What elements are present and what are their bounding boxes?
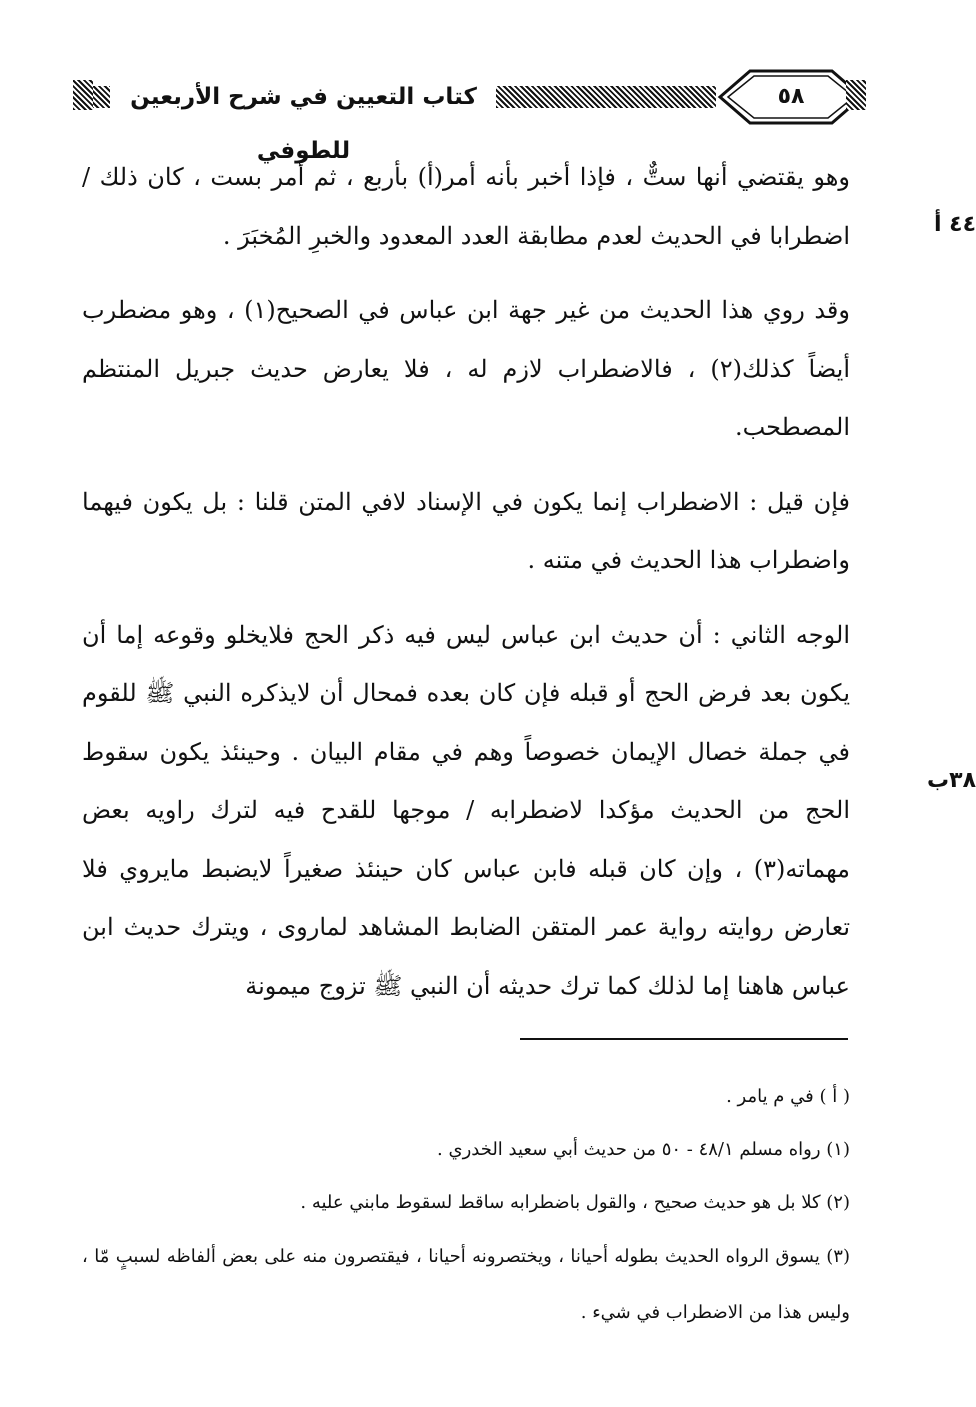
body-paragraph: وقد روي هذا الحديث من غير جهة ابن عباس في الصحيح(١) ، وهو مضطرب أيضاً كذلك(٢) ، فالاضطراب لازم له ، فلا يعارض حديث جبريل المنتظم المصطحب. bbox=[82, 296, 851, 441]
header-end-ornament-right bbox=[846, 80, 866, 110]
footnote-separator bbox=[520, 1038, 848, 1040]
manuscript-folio-marker: ٤٤ أ bbox=[933, 212, 976, 237]
footnote: (٢) كلا بل هو حديث صحيح ، والقول باضطرابه ساقط لسقوط مابني عليه . bbox=[300, 1192, 850, 1213]
body-paragraph: وهو يقتضي أنها ستٌّ ، فإذا أخبر بأنه أمر(أ) بأربع ، ثم أمر بست ، كان ذلك / اضطرابا في الحديث لعدم مطابقة العدد المعدود والخبرِ المُخبَرَ . bbox=[82, 163, 850, 250]
book-title: كتاب التعيين في شرح الأربعين للطوفي bbox=[111, 70, 496, 178]
footnotes bbox=[82, 1082, 850, 1365]
body-paragraph: فإن قيل : الاضطراب إنما يكون في الإسناد لافي المتن قلنا : بل يكون فيهما واضطراب هذا الحديث في متنه . bbox=[82, 487, 850, 574]
page-number: ٥٨ bbox=[777, 84, 805, 109]
manuscript-folio-marker: ٣٨ب bbox=[927, 768, 976, 793]
header-end-ornament-left bbox=[73, 80, 93, 110]
footnote: (١) رواه مسلم ٤٨/١ - ٥٠ من حديث أبي سعيد الخدري . bbox=[437, 1139, 850, 1160]
footnote: (٣) يسوق الرواه الحديث بطوله أحيانا ، ويختصرونه أحيانا ، فيقتصرون منه على بعض ألفاظه لسببٍ مّا ، وليس هذا من الاضطراب في شيء . bbox=[82, 1246, 850, 1323]
page-number-badge bbox=[716, 68, 866, 126]
main-text bbox=[82, 148, 850, 1015]
footnote: ( أ ) في م يامر . bbox=[726, 1086, 850, 1107]
running-header bbox=[66, 66, 856, 164]
body-paragraph: الوجه الثاني : أن حديث ابن عباس ليس فيه ذكر الحج فلايخلو وقوعه إما أن يكون بعد فرض الحج أو قبله فإن كان بعده فمحال أن لايذكره النبي ﷺ للقوم في جملة خصال الإيمان خصوصاً وهم في مقام البيان . وحينئذ يكون سقوط الحج من الحديث مؤكدا لاضطرابه / موجها للقدح فيه لترك راويه بعض مهماته(٣) ، وإن كان قبله فابن عباس كان حينئذ صغيراً لايضبط مايروي فلا تعارض روايته رواية عمر المتقن الضابط المشاهد لماروى ، ويترك حديث ابن عباس هاهنا إما لذلك كما ترك حديثه أن النبي ﷺ تزوج ميمونة bbox=[82, 620, 851, 1000]
header-hatch-right bbox=[496, 86, 716, 108]
